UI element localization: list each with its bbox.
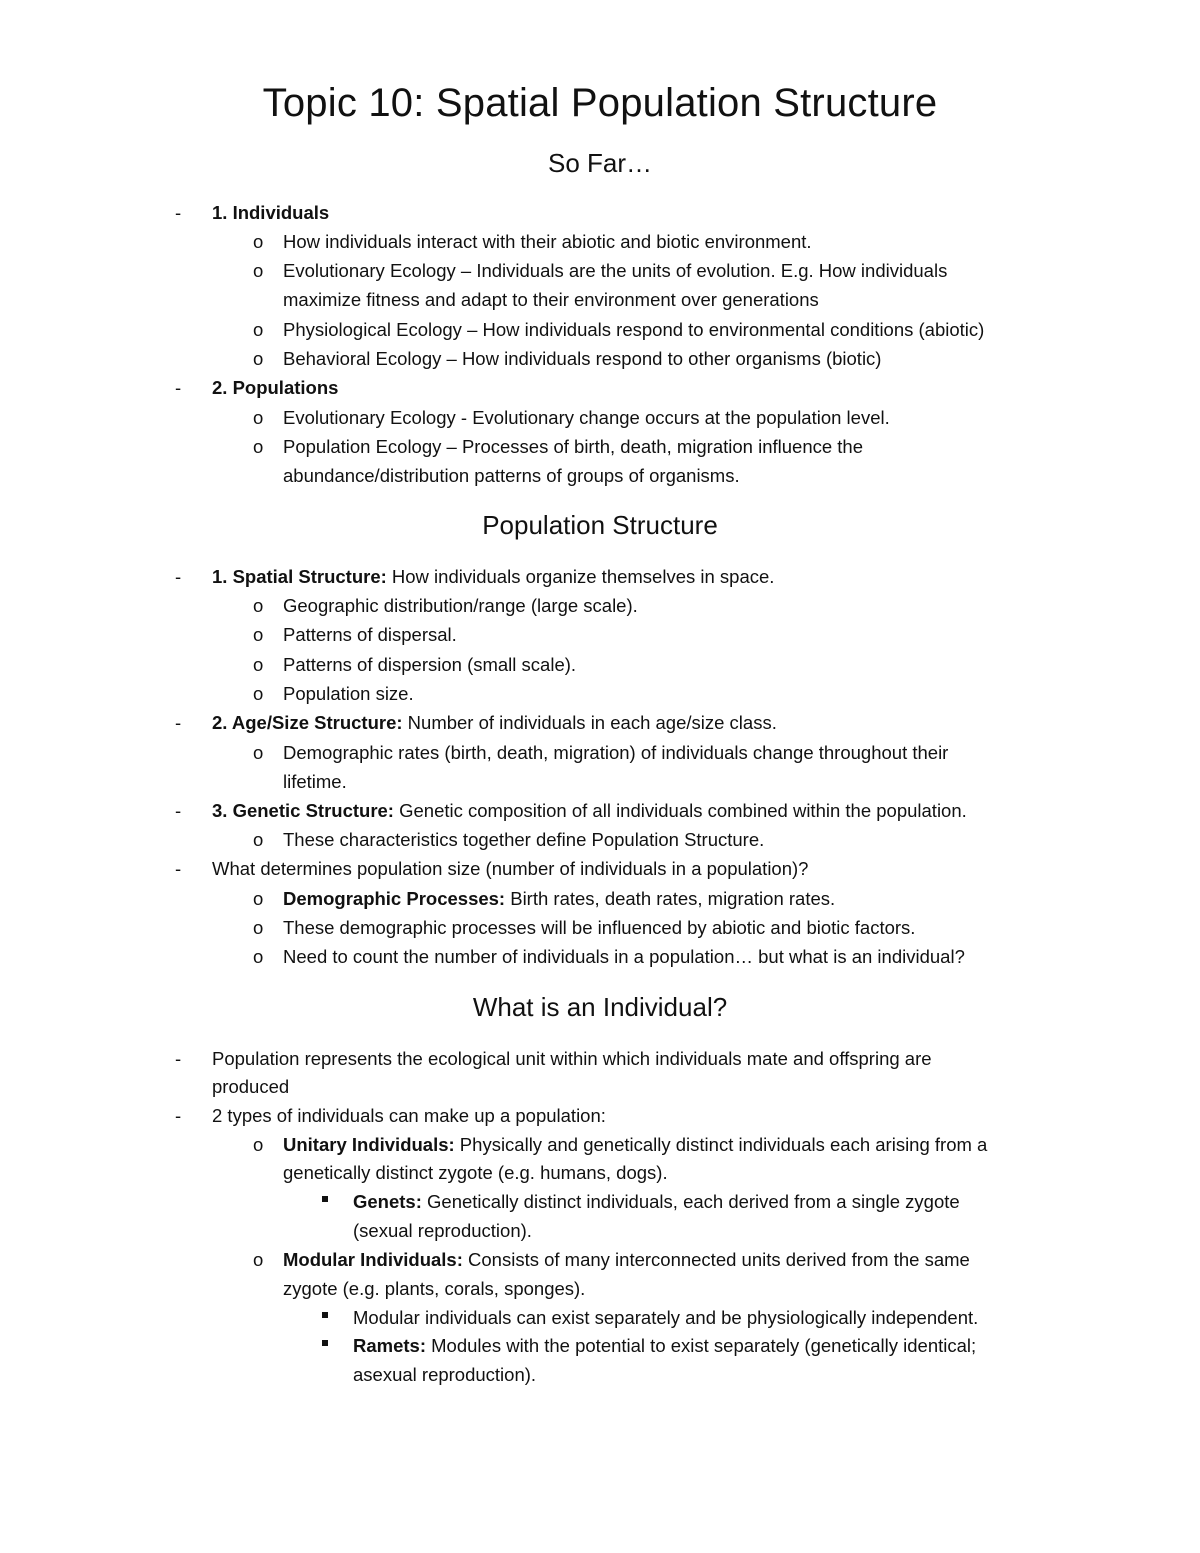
bullet-two-types: 2 types of individuals can make up a population: <box>212 1105 606 1126</box>
list-item: These demographic processes will be influenced by abiotic and biotic factors. <box>283 917 916 938</box>
circle-marker: o <box>253 319 264 340</box>
circle-marker: o <box>253 654 264 675</box>
list-item: Behavioral Ecology – How individuals respond to other organisms (biotic) <box>283 348 882 369</box>
term-label: 2. Age/Size Structure: <box>212 712 403 733</box>
list-item: Patterns of dispersion (small scale). <box>283 654 577 675</box>
list-item-demographic-processes <box>283 884 835 913</box>
circle-marker: o <box>253 683 264 704</box>
term-text: Birth rates, death rates, migration rates. <box>505 888 836 909</box>
bullet-populations: 2. Populations <box>212 377 339 398</box>
circle-marker: o <box>253 260 264 281</box>
dash-marker: - <box>175 712 182 733</box>
list-item-modular-individuals <box>283 1245 970 1274</box>
bullet-population-represents: Population represents the ecological unit within which individuals mate and offspring are <box>212 1048 932 1069</box>
term-label: Modular Individuals: <box>283 1249 463 1270</box>
term-label: Demographic Processes: <box>283 888 506 909</box>
term-text: Number of individuals in each age/size class. <box>402 712 777 733</box>
dash-marker: - <box>175 858 182 879</box>
term-text: Genetically distinct individuals, each derived from a single zygote <box>421 1191 960 1212</box>
circle-marker: o <box>253 917 264 938</box>
section-heading-so-far: So Far… <box>547 148 653 178</box>
term-text: Consists of many interconnected units derived from the same <box>462 1249 970 1270</box>
square-bullet-icon <box>322 1196 328 1202</box>
circle-marker: o <box>253 595 264 616</box>
bullet-individuals: 1. Individuals <box>212 202 330 223</box>
list-item-unitary-individuals <box>283 1130 987 1159</box>
list-item-continuation: zygote (e.g. plants, corals, sponges). <box>283 1278 586 1299</box>
bullet-spatial-structure <box>212 562 774 591</box>
square-bullet-icon <box>322 1340 328 1346</box>
list-item: Patterns of dispersal. <box>283 624 457 645</box>
bullet-continuation: produced <box>212 1076 290 1097</box>
dash-marker: - <box>175 566 182 587</box>
circle-marker: o <box>253 742 264 763</box>
term-label: Unitary Individuals: <box>283 1134 455 1155</box>
dash-marker: - <box>175 1048 182 1069</box>
bullet-population-size-question: What determines population size (number of individuals in a population)? <box>212 858 809 879</box>
list-item: Need to count the number of individuals in a population… but what is an individual? <box>283 946 965 967</box>
circle-marker: o <box>253 946 264 967</box>
list-item: These characteristics together define Population Structure. <box>283 829 765 850</box>
circle-marker: o <box>253 348 264 369</box>
circle-marker: o <box>253 829 264 850</box>
circle-marker: o <box>253 624 264 645</box>
term-text: Physically and genetically distinct individuals each arising from a <box>454 1134 988 1155</box>
term-label: 1. Spatial Structure: <box>212 566 387 587</box>
term-label: 3. Genetic Structure: <box>212 800 394 821</box>
circle-marker: o <box>253 231 264 252</box>
list-item-continuation: lifetime. <box>283 771 347 792</box>
dash-marker: - <box>175 377 182 398</box>
list-item-continuation: abundance/distribution patterns of groups of organisms. <box>283 465 740 486</box>
term-text: Modules with the potential to exist separately (genetically identical; <box>426 1335 977 1356</box>
circle-marker: o <box>253 1249 264 1270</box>
bullet-genetic-structure <box>212 796 967 825</box>
square-bullet-icon <box>322 1312 328 1318</box>
sub-item-continuation: asexual reproduction). <box>353 1364 537 1385</box>
list-item: Geographic distribution/range (large scale). <box>283 595 638 616</box>
term-label: Genets: <box>353 1191 422 1212</box>
term-text: Genetic composition of all individuals combined within the population. <box>393 800 967 821</box>
list-item: Physiological Ecology – How individuals respond to environmental conditions (abiotic) <box>283 319 985 340</box>
section-heading-population-structure: Population Structure <box>482 510 718 540</box>
dash-marker: - <box>175 1105 182 1126</box>
bullet-age-size-structure <box>212 708 777 737</box>
list-item-continuation: maximize fitness and adapt to their environment over generations <box>283 289 819 310</box>
sub-item-genets <box>353 1187 960 1216</box>
term-label: Ramets: <box>353 1335 426 1356</box>
circle-marker: o <box>253 407 264 428</box>
term-text: How individuals organize themselves in space. <box>386 566 775 587</box>
list-item: Population Ecology – Processes of birth, death, migration influence the <box>283 436 864 457</box>
list-item: Demographic rates (birth, death, migration) of individuals change throughout their <box>283 742 949 763</box>
sub-item-continuation: (sexual reproduction). <box>353 1220 532 1241</box>
sub-item-modular-independent: Modular individuals can exist separately and be physiologically independent. <box>353 1307 979 1328</box>
list-item: How individuals interact with their abiotic and biotic environment. <box>283 231 812 252</box>
list-item-continuation: genetically distinct zygote (e.g. humans, dogs). <box>283 1162 668 1183</box>
list-item: Population size. <box>283 683 414 704</box>
section-heading-what-is-an-individual: What is an Individual? <box>472 992 728 1022</box>
circle-marker: o <box>253 888 264 909</box>
circle-marker: o <box>253 1134 264 1155</box>
list-item: Evolutionary Ecology - Evolutionary change occurs at the population level. <box>283 407 890 428</box>
circle-marker: o <box>253 436 264 457</box>
list-item: Evolutionary Ecology – Individuals are the units of evolution. E.g. How individuals <box>283 260 948 281</box>
page-title: Topic 10: Spatial Population Structure <box>262 81 938 125</box>
dash-marker: - <box>175 800 182 821</box>
sub-item-ramets <box>353 1331 976 1360</box>
dash-marker: - <box>175 202 182 223</box>
